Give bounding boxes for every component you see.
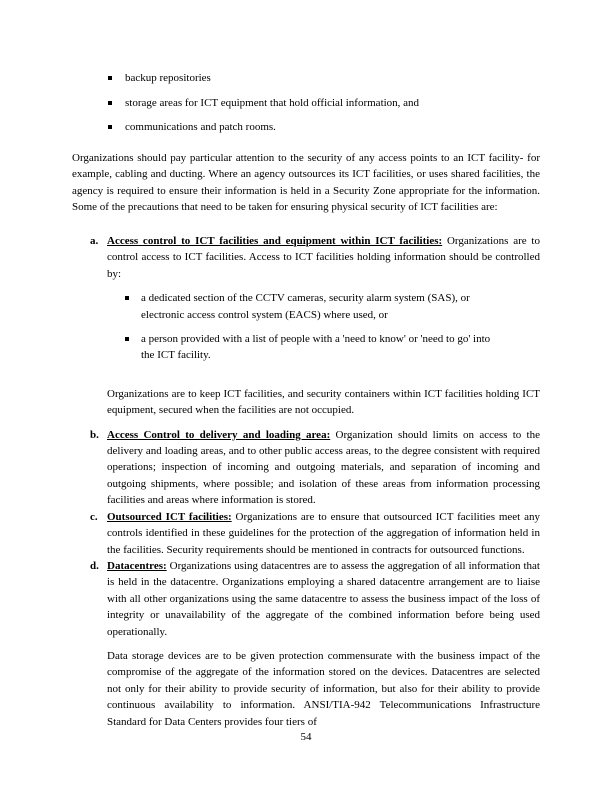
list-item: a dedicated section of the CCTV cameras, security alarm system (SAS), or electronic access control system (EACS) where used, or bbox=[125, 290, 540, 323]
item-marker: a. bbox=[90, 235, 99, 247]
item-followup: Data storage devices are to be given protection commensurate with the business impact of the compromise of the aggregate of the information stored on the devices. Datacentres are selected not only for their ability to provide security of information, but also for their ability to provide continuous availability to information. ANSI/TIA-942 Telecommunications Infrastructure Standard for Data Centers provides four tiers of bbox=[107, 649, 540, 728]
item-text: Organizations are to ensure that outsourced ICT facilities meet any controls identified in these guidelines for the protection of the aggregation of information held in the facilities. Security requirements should be mentioned in contracts for outsourced functions. bbox=[107, 510, 540, 556]
item-text: Organizations using datacentres are to assess the aggregation of all information that is held in the datacentre. Organizations employing a shared datacentre arrangement are to liaise with all other organizations using the same datacentre to assess the business impact of the loss of integrity or unavailability of the aggregate of the combined information before being used operationally. bbox=[107, 559, 540, 638]
square-bullet-icon bbox=[125, 337, 129, 341]
item-marker: b. bbox=[90, 428, 99, 441]
item-marker: d. bbox=[90, 559, 99, 572]
page-number: 54 bbox=[300, 731, 312, 743]
item-heading: Access Control to delivery and loading area: bbox=[107, 428, 331, 441]
sub-bullet-list bbox=[107, 290, 540, 364]
top-bullet-list bbox=[108, 70, 548, 144]
item-heading: Outsourced ICT facilities: bbox=[107, 510, 232, 523]
item-marker: c. bbox=[90, 510, 98, 523]
square-bullet-icon bbox=[125, 296, 129, 300]
item-text: Organizations are to control access to ICT facilities. Access to ICT facilities holding information should be controlled by: bbox=[107, 235, 540, 280]
square-bullet-icon bbox=[108, 125, 112, 129]
list-item: storage areas for ICT equipment that hold official information, and bbox=[108, 95, 548, 111]
list-item-a bbox=[72, 233, 540, 419]
item-heading: Datacentres: bbox=[107, 559, 167, 572]
precautions-list bbox=[72, 233, 540, 730]
list-item-d bbox=[72, 558, 540, 730]
list-item-b bbox=[72, 427, 540, 509]
list-item: communications and patch rooms. bbox=[108, 119, 548, 135]
intro-paragraph: Organizations should pay particular attention to the security of any access points to an ICT facility- for example, cabling and ducting. Where an agency outsources its ICT facilities, or uses shared facilities, the agency is required to ensure their information is held in a Security Zone appropriate for the information. Some of the precautions that need to be taken for ensuring physical security of ICT facilities are: bbox=[72, 152, 540, 214]
item-followup: Organizations are to keep ICT facilities, and security containers within ICT facilities holding ICT equipment, secured when the facilities are not occupied. bbox=[107, 387, 540, 417]
square-bullet-icon bbox=[108, 76, 112, 80]
list-item: backup repositories bbox=[108, 70, 548, 86]
square-bullet-icon bbox=[108, 101, 112, 105]
item-heading: Access control to ICT facilities and equipment within ICT facilities: bbox=[107, 235, 443, 247]
item-text: Organization should limits on access to the delivery and loading areas, and to other public access areas, to the degree consistent with required operations; inspection of incoming and outgoing materials, and separation of incoming and outgoing shipments, where possible; and isolation of these areas from information processing facilities and areas where information is stored. bbox=[107, 428, 540, 507]
list-item-c bbox=[72, 509, 540, 558]
list-item: a person provided with a list of people with a 'need to know' or 'need to go' into the ICT facility. bbox=[125, 331, 540, 364]
